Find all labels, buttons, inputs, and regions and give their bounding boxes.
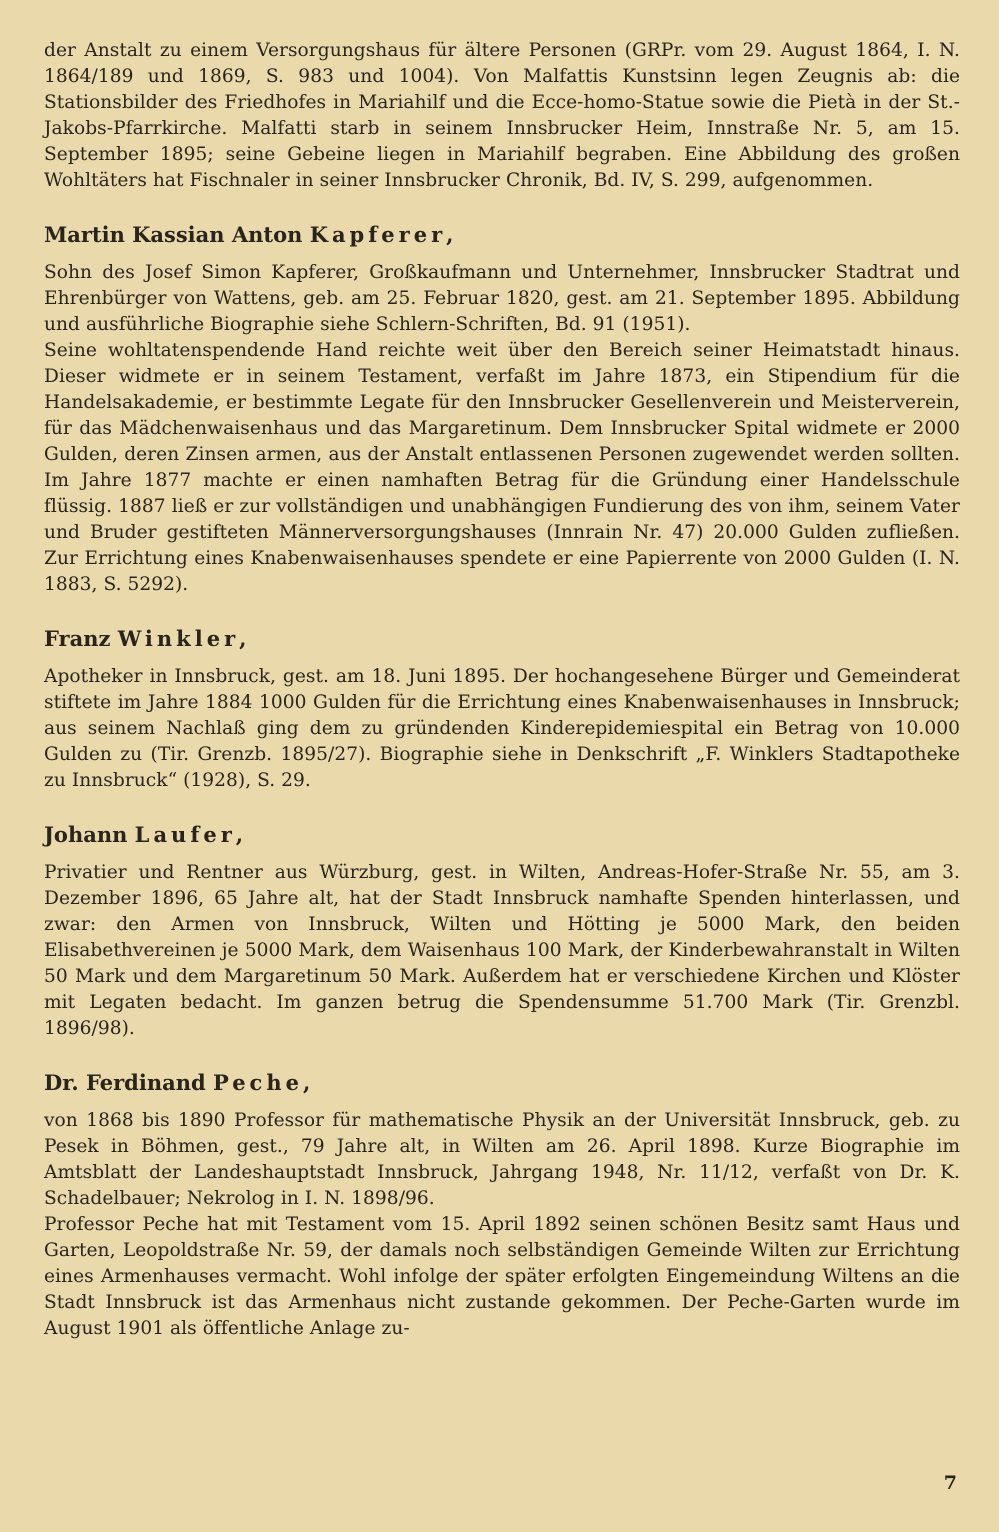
entry-paragraph: Seine wohltatenspendende Hand reichte weit über den Bereich seiner Heimatstadt hinaus. Dieser widmete er in seinem Testament, verfaßt im Jahre 1873, ein Stipendium für die Handelsakademie, er bestimmte Legate für den Innsbrucker Gesellenverein und Meisterverein, für das Mädchenwaisenhaus und das Margaretinum. Dem Innsbrucker Spital widmete er 2000 Gulden, deren Zinsen armen, aus der Anstalt entlassenen Personen zugewendet werden sollten. Im Jahre 1877 machte er einen namhaften Betrag für die Gründung einer Handelsschule flüssig. 1887 ließ er zur vollständigen und unabhängigen Fundierung des von ihm, seinem Vater und Bruder gestifteten Männerversorgungshauses (Innrain Nr. 47) 20.000 Gulden zufließen. Zur Errichtung eines Knabenwaisenhauses spendete er eine Papierrente von 2000 Gulden (I. N. 1883, S. 5292).: [44, 340, 960, 595]
entry-name: Franz: [44, 626, 111, 651]
entry-surname: Winkler: [117, 626, 240, 651]
entry-kapferer: [44, 222, 960, 598]
entry-surname: Kapferer: [309, 222, 447, 247]
entry-name: Johann: [44, 822, 128, 847]
page-number: 7: [943, 1472, 957, 1494]
entry-heading: Franz Winkler,: [44, 626, 247, 651]
page-content: [44, 38, 960, 1342]
entry-paragraph: Professor Peche hat mit Testament vom 15. April 1892 seinen schönen Besitz samt Haus und Garten, Leopoldstraße Nr. 59, der damals noch selbständigen Gemeinde Wilten zur Errichtung eines Armenhauses vermacht. Wohl infolge der später erfolgten Eingemeindung Wiltens an die Stadt Innsbruck ist das Armenhaus nicht zustande gekommen. Der Peche-Garten wurde im August 1901 als öffentliche Anlage zu-: [44, 1214, 960, 1339]
entry-paragraph: von 1868 bis 1890 Professor für mathematische Physik an der Universität Innsbruck, geb. zu Pesek in Böhmen, gest., 79 Jahre alt, in Wilten am 26. April 1898. Kurze Biographie im Amtsblatt der Landeshauptstadt Innsbruck, Jahrgang 1948, Nr. 11/12, verfaßt von Dr. K. Schadelbauer; Nekrolog in I. N. 1898/96.: [44, 1110, 960, 1209]
entry-heading: Johann Laufer,: [44, 822, 244, 847]
entry-paragraph: Sohn des Josef Simon Kapferer, Großkaufmann und Unternehmer, Innsbrucker Stadtrat und Ehrenbürger von Wattens, geb. am 25. Februar 1820, gest. am 21. September 1895. Abbildung und ausführliche Biographie siehe Schlern-Schriften, Bd. 91 (1951).: [44, 262, 960, 335]
entry-peche: [44, 1070, 960, 1342]
entry-name: Dr. Ferdinand: [44, 1070, 206, 1095]
entry-laufer: [44, 822, 960, 1042]
entry-surname: Laufer: [134, 822, 236, 847]
intro-paragraph: der Anstalt zu einem Versorgungshaus für ältere Personen (GRPr. vom 29. August 1864, I. N. 1864/189 und 1869, S. 983 und 1004). Von Malfattis Kunstsinn legen Zeugnis ab: die Stationsbilder des Friedhofes in Mariahilf und die Ecce-homo-Statue sowie die Pietà in der St.-Jakobs-Pfarrkirche. Malfatti starb in seinem Innsbrucker Heim, Innstraße Nr. 5, am 15. September 1895; seine Gebeine liegen in Mariahilf begraben. Eine Abbildung des großen Wohltäters hat Fischnaler in seiner Innsbrucker Chronik, Bd. IV, S. 299, aufgenommen.: [44, 40, 960, 191]
entry-paragraph: Apotheker in Innsbruck, gest. am 18. Juni 1895. Der hochangesehene Bürger und Gemeinderat stiftete im Jahre 1884 1000 Gulden für die Errichtung eines Knabenwaisenhauses in Innsbruck; aus seinem Nachlaß ging dem zu gründenden Kinderepidemiespital ein Betrag von 10.000 Gulden zu (Tir. Grenzb. 1895/27). Biographie siehe in Denkschrift „F. Winklers Stadtapotheke zu Innsbruck“ (1928), S. 29.: [44, 666, 960, 791]
entry-surname: Peche: [212, 1070, 303, 1095]
entry-heading: Martin Kassian Anton Kapferer,: [44, 222, 454, 247]
entry-heading: Dr. Ferdinand Peche,: [44, 1070, 311, 1095]
entry-winkler: [44, 626, 960, 794]
entry-paragraph: Privatier und Rentner aus Würzburg, gest. in Wilten, Andreas-Hofer-Straße Nr. 55, am 3. Dezember 1896, 65 Jahre alt, hat der Stadt Innsbruck namhafte Spenden hinterlassen, und zwar: den Armen von Innsbruck, Wilten und Hötting je 5000 Mark, den beiden Elisabethvereinen je 5000 Mark, dem Waisenhaus 100 Mark, der Kinderbewahranstalt in Wilten 50 Mark und dem Margaretinum 50 Mark. Außerdem hat er verschiedene Kirchen und Klöster mit Legaten bedacht. Im ganzen betrug die Spendensumme 51.700 Mark (Tir. Grenzbl. 1896/98).: [44, 862, 960, 1039]
entry-name: Martin Kassian Anton: [44, 222, 303, 247]
